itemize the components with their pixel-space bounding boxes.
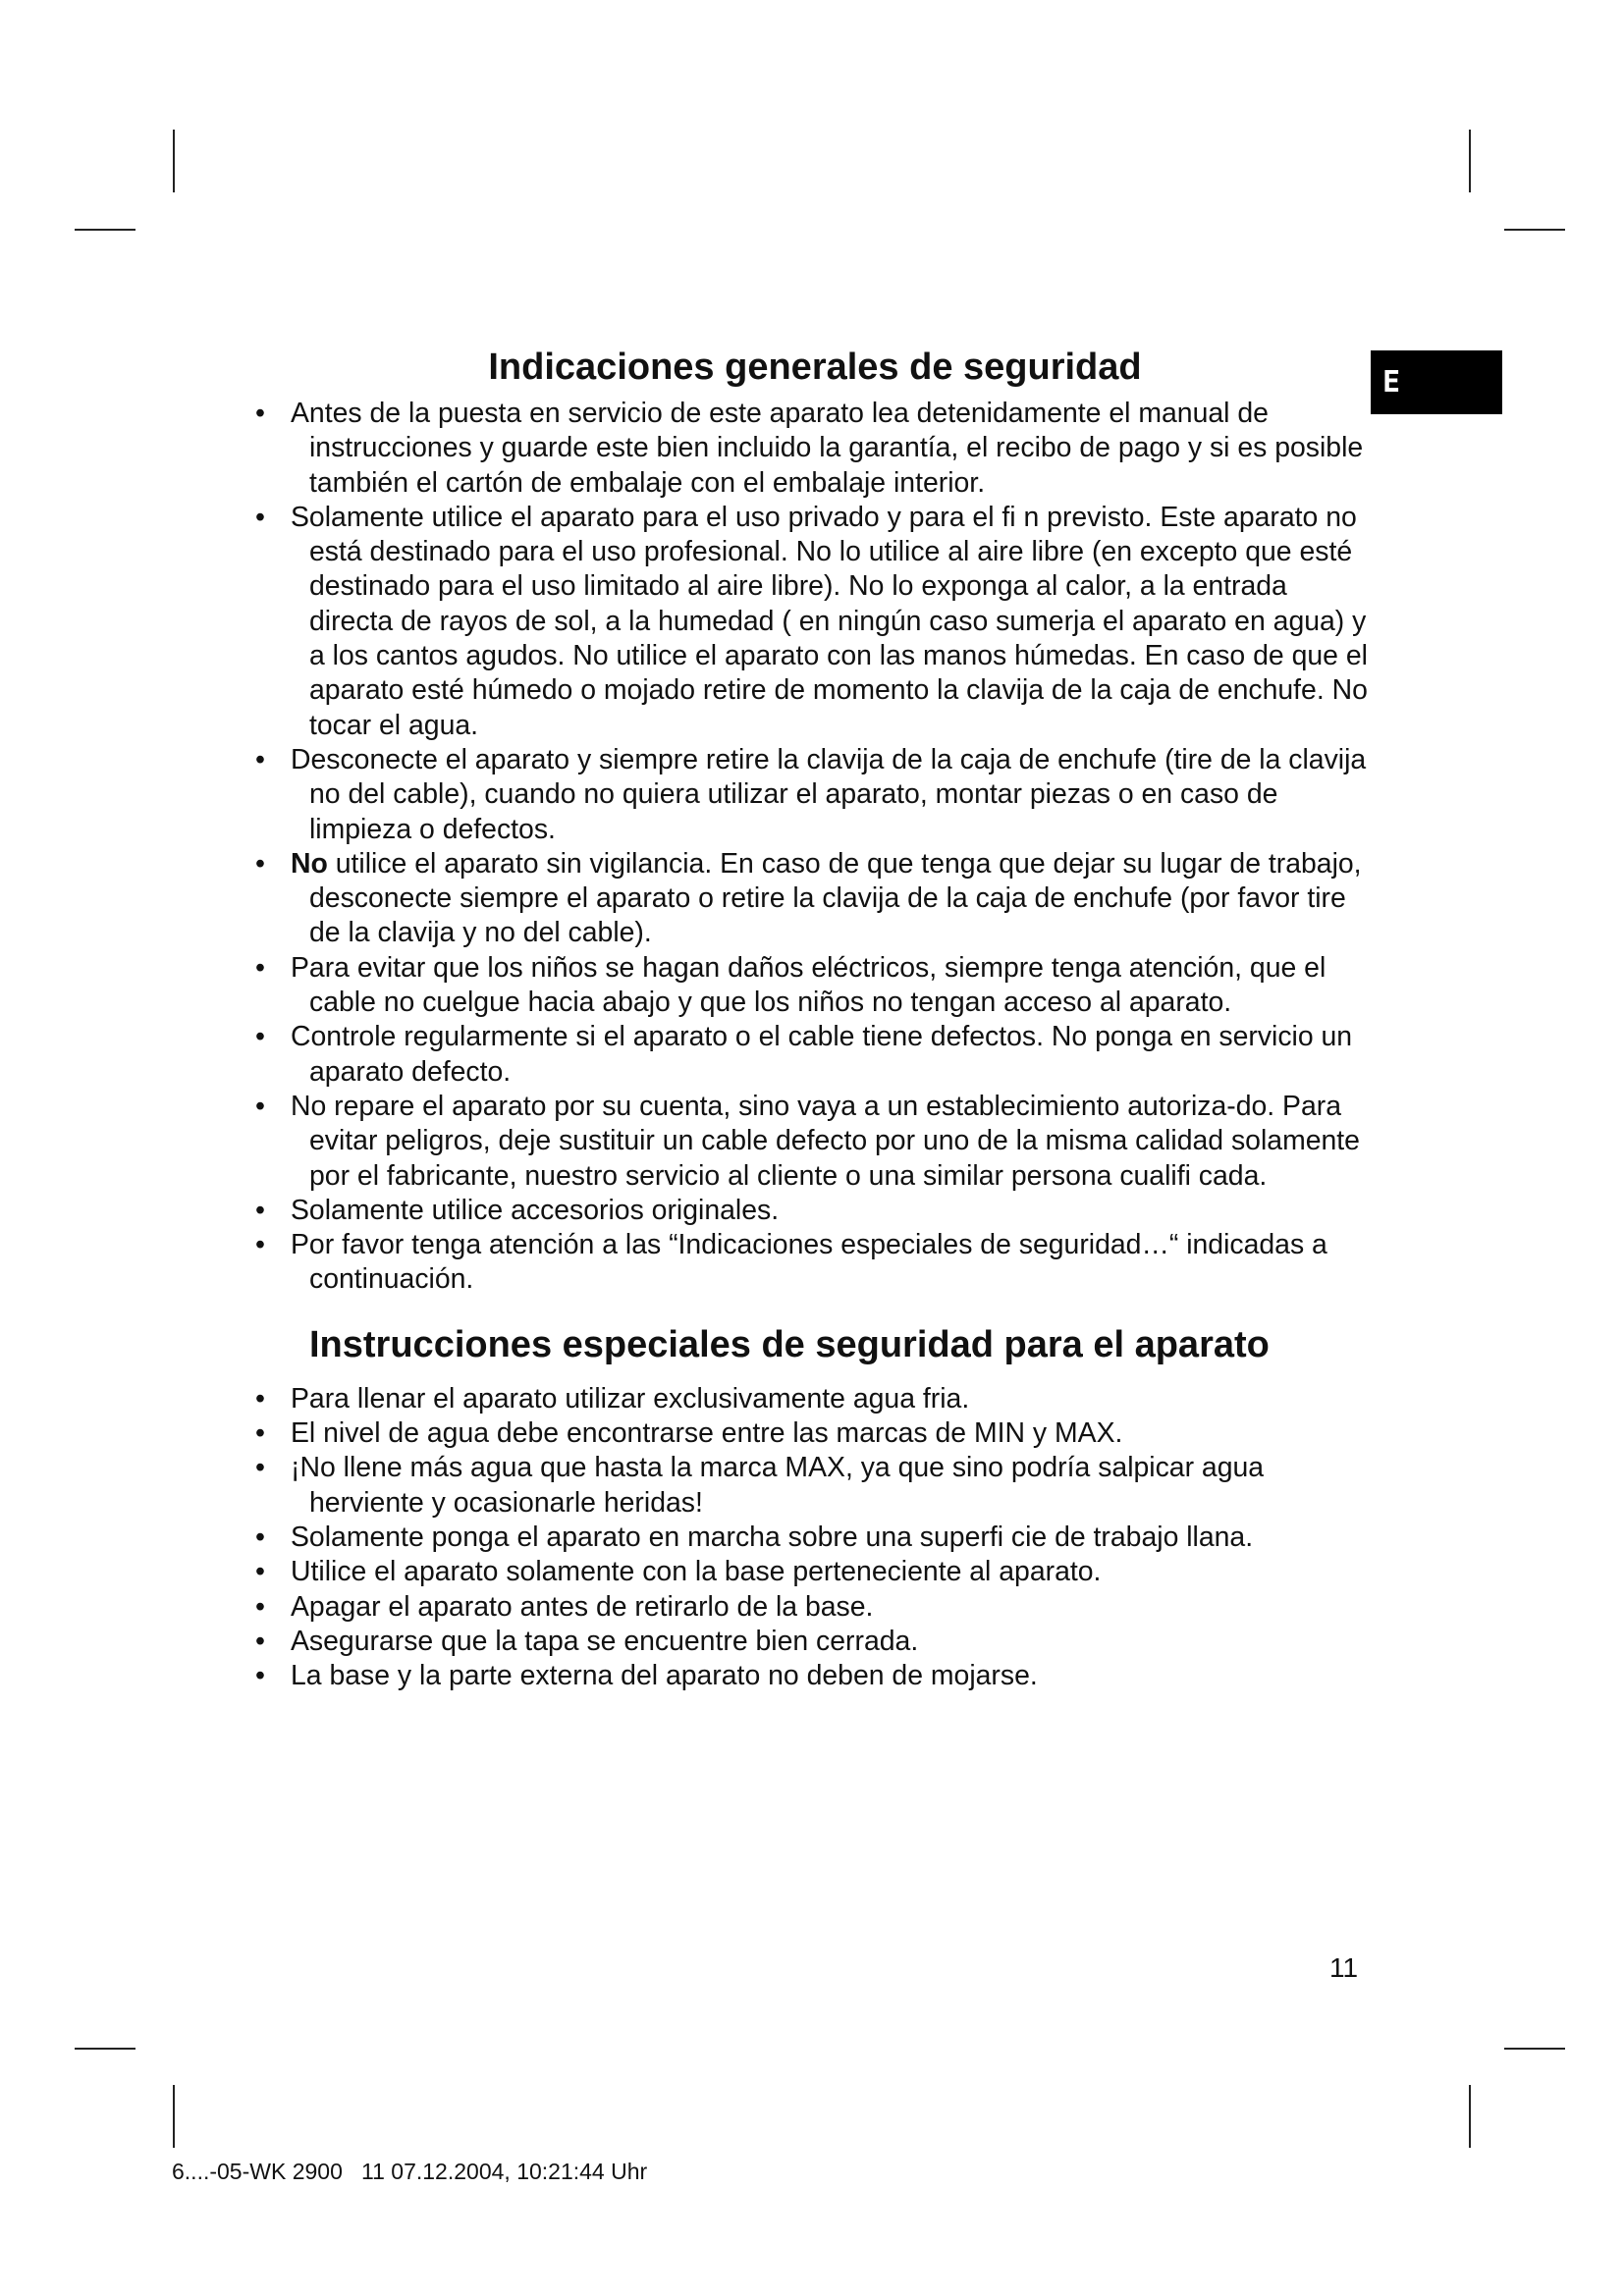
list-item: • Asegurarse que la tapa se encuentre bien cerrada. [255, 1625, 1375, 1659]
list-item-text: utilice el aparato sin vigilancia. En caso de que tenga que dejar su lugar de trabajo, desconecte siempre el aparato o retire la clavija de la caja de enchufe (por favor tire de la clavija y no del cable). [309, 847, 1362, 949]
document-body [255, 344, 1375, 1693]
general-safety-list [255, 397, 1375, 1298]
list-item: • Solamente utilice el aparato para el uso privado y para el fi n previsto. Este aparato no está destinado para el uso profesional. No lo utilice al aire libre (en excepto que esté destinado para el uso limitado al aire libre). No lo exponga al calor, a la entrada directa de rayos de sol, a la humedad ( en ningún caso sumerja el aparato en agua) y a los cantos agudos. No utilice el aparato con las manos húmedas. En caso de que el aparato esté húmedo o mojado retire de momento la clavija de la caja de enchufe. No tocar el agua. [255, 501, 1375, 743]
crop-mark-bottom-left-vertical [173, 2085, 175, 2148]
list-item: • Solamente utilice accesorios originales. [255, 1194, 1375, 1228]
list-item: • No repare el aparato por su cuenta, sino vaya a un establecimiento autoriza-do. Para evitar peligros, deje sustituir un cable defecto por uno de la misma calidad solamente por el fabricante, nuestro servicio al cliente o una similar persona cualifi cada. [255, 1090, 1375, 1194]
crop-mark-bottom-right-vertical [1469, 2085, 1471, 2148]
crop-mark-top-right-vertical [1469, 130, 1471, 192]
list-item: • Apagar el aparato antes de retirarlo de la base. [255, 1590, 1375, 1625]
emphasis-no: No [291, 847, 328, 880]
list-item: • Para llenar el aparato utilizar exclusivamente agua fria. [255, 1382, 1375, 1416]
page-number: 11 [1329, 1952, 1359, 1983]
list-item: • Antes de la puesta en servicio de este aparato lea detenidamente el manual de instrucciones y guarde este bien incluido la garantía, el recibo de pago y si es posible también el cartón de embalaje con el embalaje interior. [255, 397, 1375, 501]
list-item: • Para evitar que los niños se hagan daños eléctricos, siempre tenga atención, que el cable no cuelgue hacia abajo y que los niños no tengan acceso al aparato. [255, 951, 1375, 1021]
section-title-general: Indicaciones generales de seguridad [488, 347, 1142, 388]
crop-mark-top-right-horizontal [1504, 229, 1565, 231]
list-item: • Utilice el aparato solamente con la base perteneciente al aparato. [255, 1555, 1375, 1589]
list-item [255, 847, 1375, 951]
list-item: • Solamente ponga el aparato en marcha sobre una superfi cie de trabajo llana. [255, 1521, 1375, 1555]
language-tab: E [1371, 350, 1502, 414]
list-item: • Por favor tenga atención a las “Indicaciones especiales de seguridad…“ indicadas a continuación. [255, 1228, 1375, 1298]
crop-mark-bottom-right-horizontal [1504, 2048, 1565, 2050]
list-item: • La base y la parte externa del aparato no deben de mojarse. [255, 1659, 1375, 1693]
print-footer: 6....-05-WK 2900 11 07.12.2004, 10:21:44 Uhr [172, 2159, 648, 2184]
list-item: • Desconecte el aparato y siempre retire la clavija de la caja de enchufe (tire de la clavija no del cable), cuando no quiera utilizar el aparato, montar piezas o en caso de limpieza o defectos. [255, 743, 1375, 847]
special-safety-list [255, 1382, 1375, 1694]
crop-mark-top-left-vertical [173, 130, 175, 192]
list-item: • ¡No llene más agua que hasta la marca MAX, ya que sino podría salpicar agua herviente y ocasionarle heridas! [255, 1451, 1375, 1521]
list-item: • El nivel de agua debe encontrarse entre las marcas de MIN y MAX. [255, 1416, 1375, 1451]
section-title-special: Instrucciones especiales de seguridad para el aparato [309, 1323, 1270, 1365]
list-item: • Controle regularmente si el aparato o el cable tiene defectos. No ponga en servicio un aparato defecto. [255, 1020, 1375, 1090]
crop-mark-bottom-left-horizontal [75, 2048, 135, 2050]
crop-mark-top-left-horizontal [75, 229, 135, 231]
